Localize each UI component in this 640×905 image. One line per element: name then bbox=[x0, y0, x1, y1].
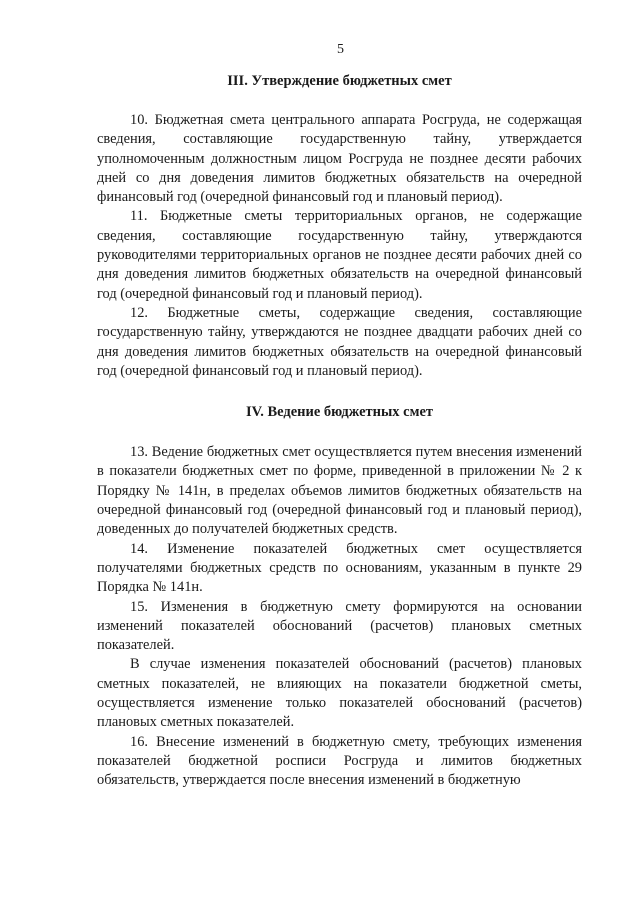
paragraph-13: 13. Ведение бюджетных смет осуществляется путем внесения изменений в показатели бюджетных смет по форме, приведенной в приложении № 2 к Порядку № 141н, в пределах объемов лимитов бюджетных обязательств на очередной финансовый год (очередной финансовый год и плановый период), доведенных до получателей бюджетных средств. bbox=[97, 444, 582, 538]
paragraph-10: 10. Бюджетная смета центрального аппарата Росгруда, не содержащая сведения, составляющие государственную тайну, утверждается уполномоченным должностным лицом Росгруда не позднее десяти рабочих дней со дня доведения лимитов бюджетных обязательств на очередной финансовый год (очередной финансовый год и плановый период). bbox=[97, 112, 582, 206]
page-number: 5 bbox=[337, 42, 344, 57]
paragraph-14: 14. Изменение показателей бюджетных смет осуществляется получателями бюджетных средств по основаниям, указанным в пункте 29 Порядка № 141н. bbox=[97, 540, 582, 596]
paragraph-15-continuation: В случае изменения показателей обоснований (расчетов) плановых сметных показателей, не влияющих на показатели бюджетной сметы, осуществляется изменение только показателей обоснований (расчетов) плановых сметных показателей. bbox=[97, 656, 582, 731]
section-title-iv: IV. Ведение бюджетных смет bbox=[245, 404, 434, 421]
paragraph-11: 11. Бюджетные сметы территориальных органов, не содержащие сведения, составляющие государственную тайну, утверждаются руководителями территориальных органов не позднее десяти рабочих дней со дня доведения лимитов бюджетных обязательств на очередной финансовый год (очередной финансовый год и плановый период). bbox=[97, 208, 582, 302]
paragraph-16: 16. Внесение изменений в бюджетную смету, требующих изменения показателей бюджетной росписи Росгруда и лимитов бюджетных обязательств, утверждается после внесения изменений в бюджетную bbox=[97, 733, 582, 789]
paragraph-12: 12. Бюджетные сметы, содержащие сведения, составляющие государственную тайну, утверждаются не позднее двадцати рабочих дней со дня доведения лимитов бюджетных обязательств на очередной финансовый год (очередной финансовый год и плановый период). bbox=[97, 304, 582, 379]
section-title-iii: III. Утверждение бюджетных смет bbox=[227, 73, 452, 89]
paragraph-15: 15. Изменения в бюджетную смету формируются на основании изменений показателей обоснований (расчетов) плановых сметных показателей. bbox=[97, 598, 582, 654]
